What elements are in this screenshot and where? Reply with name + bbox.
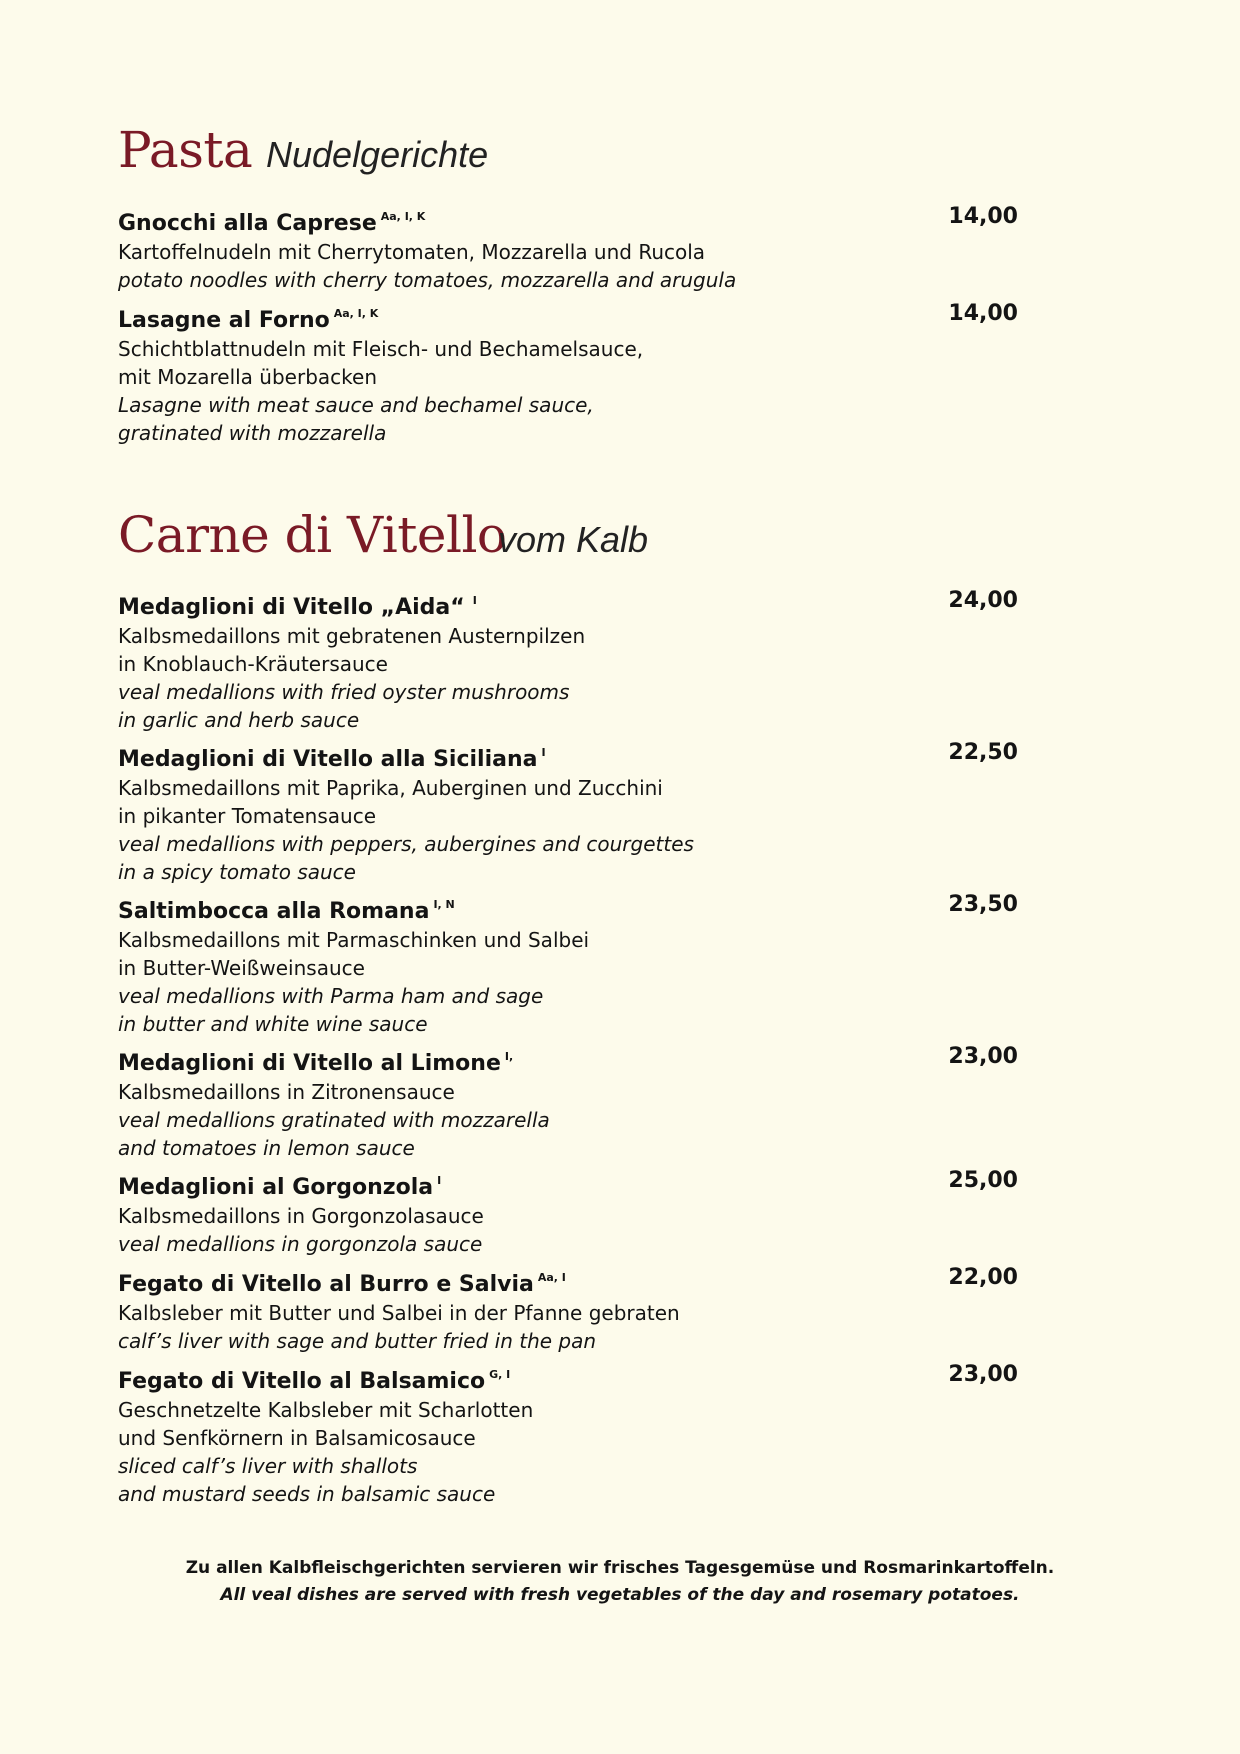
description-en: Lasagne with meat sauce and bechamel sauce, bbox=[118, 393, 594, 417]
section-title: Pasta bbox=[118, 121, 253, 179]
description-en: sliced calf’s liver with shallots bbox=[118, 1454, 418, 1478]
description-en: veal medallions gratinated with mozzarella bbox=[118, 1108, 550, 1132]
menu-item bbox=[118, 587, 1018, 734]
menu-item-name: Fegato di Vitello al Balsamico $^{G, I}$ bbox=[118, 1368, 511, 1394]
description-de: Kartoffelnudeln mit Cherrytomaten, Mozzarella und Rucola bbox=[118, 240, 706, 264]
allergen-codes: I, bbox=[504, 1050, 514, 1063]
menu-item-price: 24,00 bbox=[948, 588, 1018, 613]
description-en: gratinated with mozzarella bbox=[118, 421, 387, 445]
menu-item-name: Saltimbocca alla Romana $^{I, N}$ bbox=[118, 898, 455, 924]
description-en: in a spicy tomato sauce bbox=[118, 860, 356, 884]
description-de: Kalbsmedaillons in Gorgonzolasauce bbox=[118, 1204, 484, 1228]
menu-item-name: Lasagne al Forno $^{Aa, I, K}$ bbox=[118, 307, 379, 333]
menu-item-name: Fegato di Vitello al Burro e Salvia $^{Aa, I}$ bbox=[118, 1271, 566, 1297]
description-en: calf’s liver with sage and butter fried in the pan bbox=[118, 1329, 597, 1353]
description-en: and tomatoes in lemon sauce bbox=[118, 1136, 415, 1160]
allergen-codes: I bbox=[541, 746, 546, 759]
menu-item bbox=[118, 891, 1018, 1038]
allergen-codes: Aa, I, K bbox=[380, 210, 426, 223]
allergen-codes: Aa, I, K bbox=[333, 307, 379, 320]
menu-item-price: 14,00 bbox=[948, 301, 1018, 326]
description-de: Geschnetzelte Kalbsleber mit Scharlotten bbox=[118, 1398, 534, 1422]
menu-item bbox=[118, 300, 1018, 447]
section-pasta bbox=[118, 105, 1018, 179]
menu-item-price: 23,00 bbox=[948, 1044, 1018, 1069]
description-de: Kalbsmedaillons in Zitronensauce bbox=[118, 1080, 455, 1104]
menu-item-price: 23,50 bbox=[948, 892, 1018, 917]
menu-item bbox=[118, 1043, 1018, 1162]
section-heading-pasta bbox=[118, 105, 1018, 179]
description-de: in Butter-Weißweinsauce bbox=[118, 956, 365, 980]
section-veal bbox=[118, 490, 1018, 564]
footer-note-de: Zu allen Kalbfleischgerichten servieren wir frisches Tagesgemüse und Rosmarinkartoffeln. bbox=[185, 1558, 1055, 1578]
menu-item-name: Medaglioni di Vitello alla Siciliana $^I$ bbox=[118, 746, 546, 772]
footer-note bbox=[0, 1555, 1240, 1609]
description-de: Kalbsleber mit Butter und Salbei in der Pfanne gebraten bbox=[118, 1301, 680, 1325]
description-de: Kalbsmedaillons mit Paprika, Auberginen und Zucchini bbox=[118, 776, 663, 800]
description-de: Kalbsmedaillons mit Parmaschinken und Salbei bbox=[118, 928, 590, 952]
description-en: in butter and white wine sauce bbox=[118, 1012, 428, 1036]
description-en: in garlic and herb sauce bbox=[118, 708, 360, 732]
section-subtitle: vom Kalb bbox=[498, 519, 649, 560]
menu-item bbox=[118, 1361, 1018, 1508]
menu-item-name: Medaglioni di Vitello al Limone $^{I,}$ bbox=[118, 1050, 514, 1076]
menu-item bbox=[118, 203, 1018, 294]
menu-item-price: 25,00 bbox=[948, 1168, 1018, 1193]
menu-item-name: Medaglioni di Vitello „Aida“ $^I$ bbox=[118, 594, 477, 620]
allergen-codes: I bbox=[472, 594, 477, 607]
allergen-codes: I, N bbox=[433, 898, 455, 911]
menu-item-price: 23,00 bbox=[948, 1362, 1018, 1387]
section-subtitle: Nudelgerichte bbox=[266, 134, 489, 175]
allergen-codes: Aa, I bbox=[537, 1271, 566, 1284]
description-en: veal medallions with fried oyster mushrooms bbox=[118, 680, 570, 704]
menu-item bbox=[118, 739, 1018, 886]
description-de: in Knoblauch-Kräutersauce bbox=[118, 652, 388, 676]
description-de: in pikanter Tomatensauce bbox=[118, 804, 376, 828]
description-en: veal medallions with peppers, aubergines and courgettes bbox=[118, 832, 694, 856]
section-title: Carne di Vitello bbox=[118, 506, 507, 564]
section-heading-veal bbox=[118, 490, 1018, 564]
description-de: Schichtblattnudeln mit Fleisch- und Bechamelsauce, bbox=[118, 337, 644, 361]
description-de: mit Mozarella überbacken bbox=[118, 365, 377, 389]
menu-item-name: Gnocchi alla Caprese $^{Aa, I, K}$ bbox=[118, 210, 426, 236]
allergen-codes: G, I bbox=[489, 1368, 511, 1381]
description-en: and mustard seeds in balsamic sauce bbox=[118, 1482, 496, 1506]
description-en: veal medallions with Parma ham and sage bbox=[118, 984, 544, 1008]
description-en: veal medallions in gorgonzola sauce bbox=[118, 1232, 483, 1256]
menu-item-price: 14,00 bbox=[948, 204, 1018, 229]
description-en: potato noodles with cherry tomatoes, mozzarella and arugula bbox=[118, 268, 737, 292]
description-de: und Senfkörnern in Balsamicosauce bbox=[118, 1426, 476, 1450]
menu-item-name: Medaglioni al Gorgonzola $^I$ bbox=[118, 1174, 442, 1200]
footer-note-en: All veal dishes are served with fresh vegetables of the day and rosemary potatoes. bbox=[220, 1585, 1020, 1605]
menu-item bbox=[118, 1167, 1018, 1258]
menu-item-price: 22,00 bbox=[948, 1265, 1018, 1290]
menu-item bbox=[118, 1264, 1018, 1355]
description-de: Kalbsmedaillons mit gebratenen Austernpilzen bbox=[118, 624, 586, 648]
menu-item-price: 22,50 bbox=[948, 740, 1018, 765]
allergen-codes: I bbox=[437, 1174, 442, 1187]
